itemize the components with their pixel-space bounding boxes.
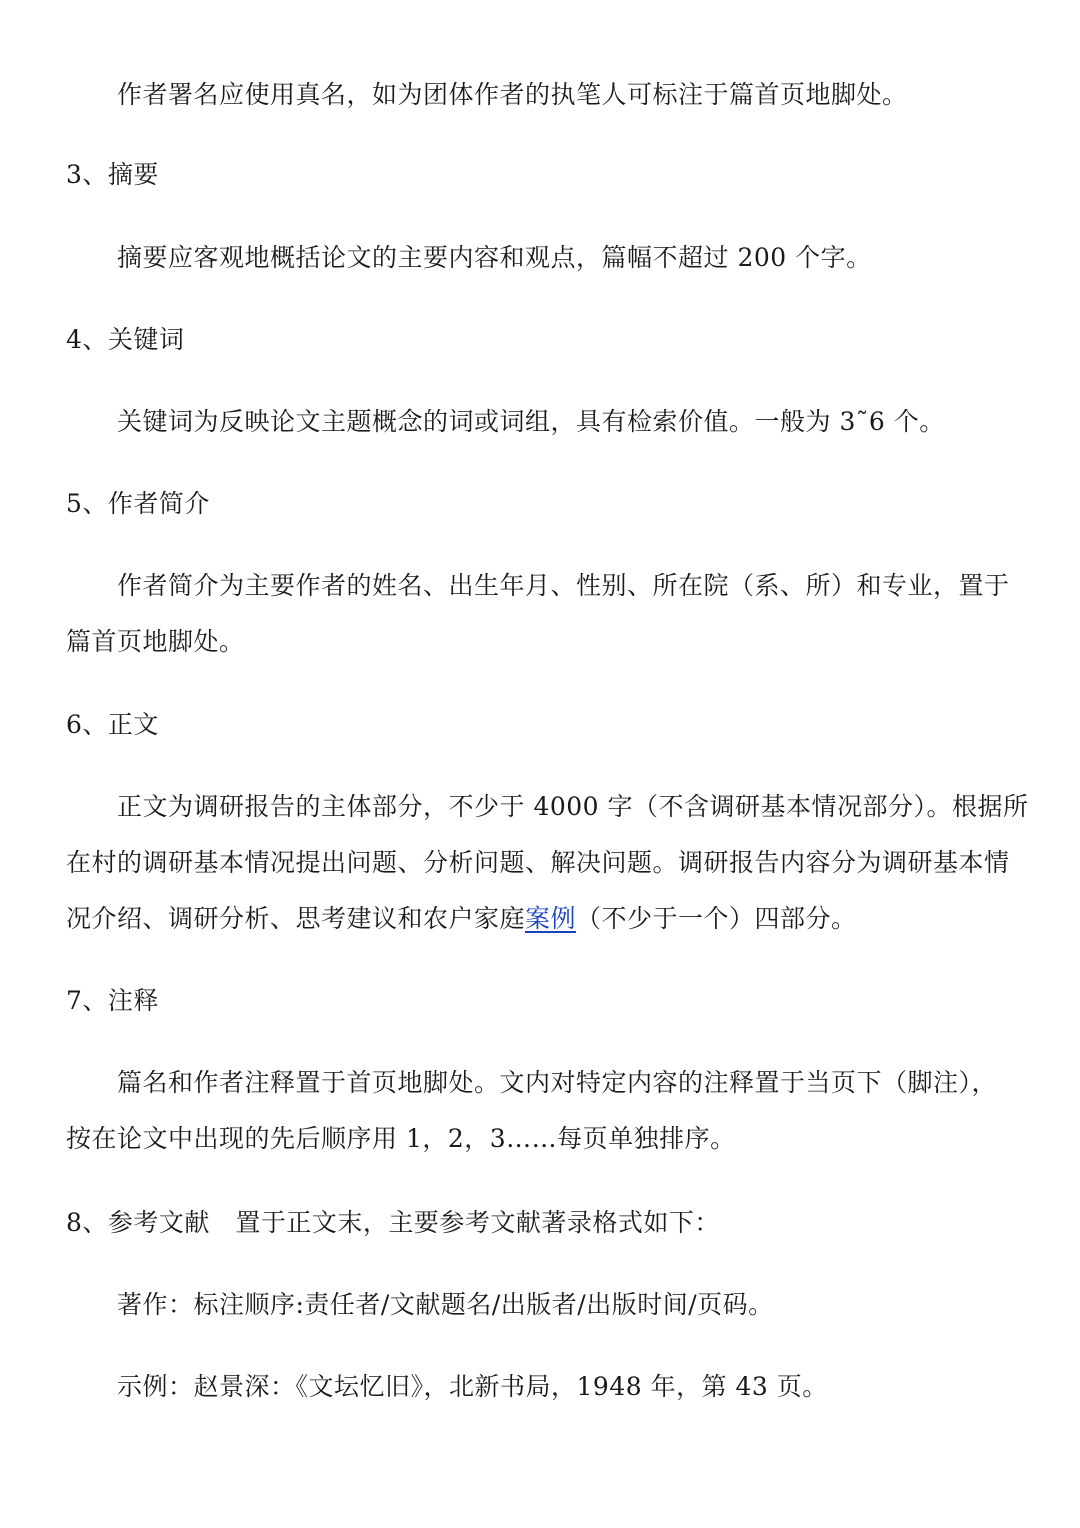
case-link[interactable]: 案例 (525, 904, 577, 933)
main-text-line-3 (66, 904, 857, 934)
keywords-paragraph: 关键词为反映论文主题概念的词或词组，具有检索价值。一般为 3˜6 个。 (117, 407, 945, 436)
section-heading-abstract: 3、摘要 (66, 160, 159, 189)
author-signature-paragraph: 作者署名应使用真名，如为团体作者的执笔人可标注于篇首页地脚处。 (117, 80, 908, 109)
section-heading-references: 8、参考文献 置于正文末，主要参考文献著录格式如下： (66, 1208, 720, 1237)
section-heading-keywords: 4、关键词 (66, 325, 185, 354)
author-bio-line-2: 篇首页地脚处。 (66, 627, 245, 656)
main-text-line-1: 正文为调研报告的主体部分，不少于 4000 字（不含调研基本情况部分）。根据所 (117, 792, 1029, 821)
section-heading-main-text: 6、正文 (66, 710, 159, 739)
author-bio-line-1: 作者简介为主要作者的姓名、出生年月、性别、所在院（系、所）和专业，置于 (117, 571, 1010, 600)
notes-line-2: 按在论文中出现的先后顺序用 1，2，3……每页单独排序。 (66, 1124, 736, 1153)
section-heading-author-bio: 5、作者简介 (66, 489, 210, 518)
references-format: 著作：标注顺序:责任者/文献题名/出版者/出版时间/页码。 (117, 1290, 774, 1319)
references-example: 示例：赵景深：《文坛忆旧》，北新书局，1948 年，第 43 页。 (117, 1372, 828, 1401)
section-heading-notes: 7、注释 (66, 986, 159, 1015)
notes-line-1: 篇名和作者注释置于首页地脚处。文内对特定内容的注释置于当页下（脚注）， (117, 1068, 998, 1097)
main-text-line-3-after: （不少于一个）四部分。 (576, 904, 857, 933)
abstract-paragraph: 摘要应客观地概括论文的主要内容和观点，篇幅不超过 200 个字。 (117, 243, 872, 272)
main-text-line-2: 在村的调研基本情况提出问题、分析问题、解决问题。调研报告内容分为调研基本情 (66, 848, 1010, 877)
main-text-line-3-before: 况介绍、调研分析、思考建议和农户家庭 (66, 904, 526, 933)
